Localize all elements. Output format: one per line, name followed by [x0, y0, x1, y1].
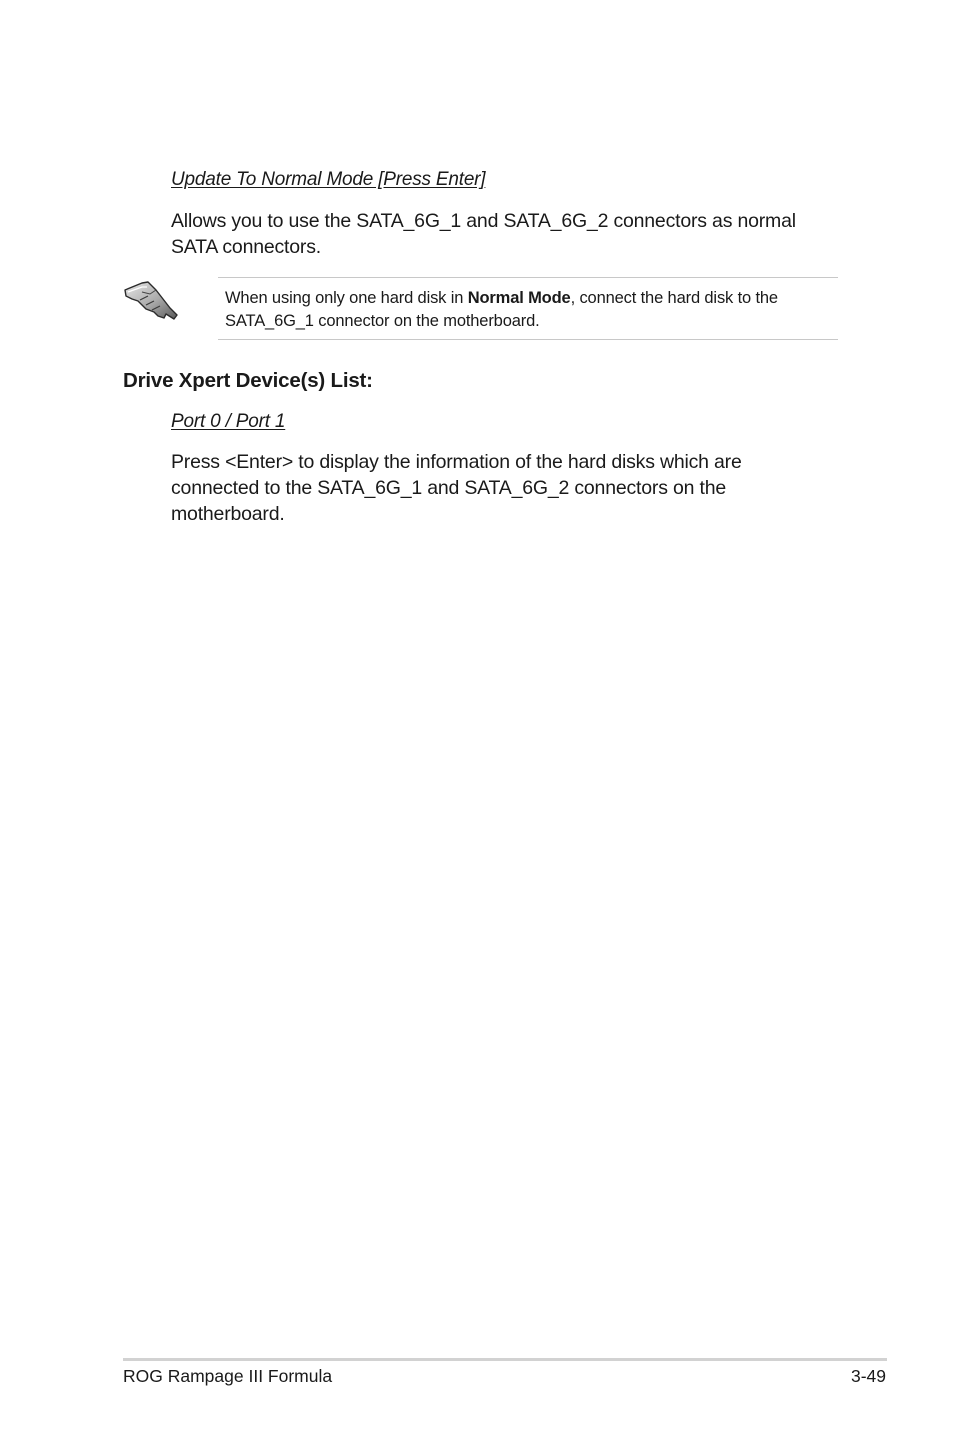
port-item-title: Port 0 / Port 1	[171, 411, 286, 432]
pointing-hand-icon	[122, 278, 180, 324]
note-text: When using only one hard disk in Normal Mode, connect the hard disk to the SATA_6G_1 connector on the motherboard.	[225, 289, 778, 330]
note-box	[218, 277, 838, 340]
note-emphasis: Normal Mode	[467, 289, 571, 307]
update-mode-title: Update To Normal Mode [Press Enter]	[171, 169, 486, 190]
port-item-description: Press <Enter> to display the information of the hard disks which are connected to the SATA_6G_1 and SATA_6G_2 connectors on the motherboard.	[171, 451, 742, 525]
footer-divider	[123, 1358, 887, 1361]
footer-page-number: 3-49	[850, 1366, 886, 1386]
section-heading: Drive Xpert Device(s) List:	[123, 369, 373, 392]
footer-product-name: ROG Rampage III Formula	[123, 1366, 333, 1386]
update-mode-description: Allows you to use the SATA_6G_1 and SATA_6G_2 connectors as normal SATA connectors.	[171, 210, 796, 258]
